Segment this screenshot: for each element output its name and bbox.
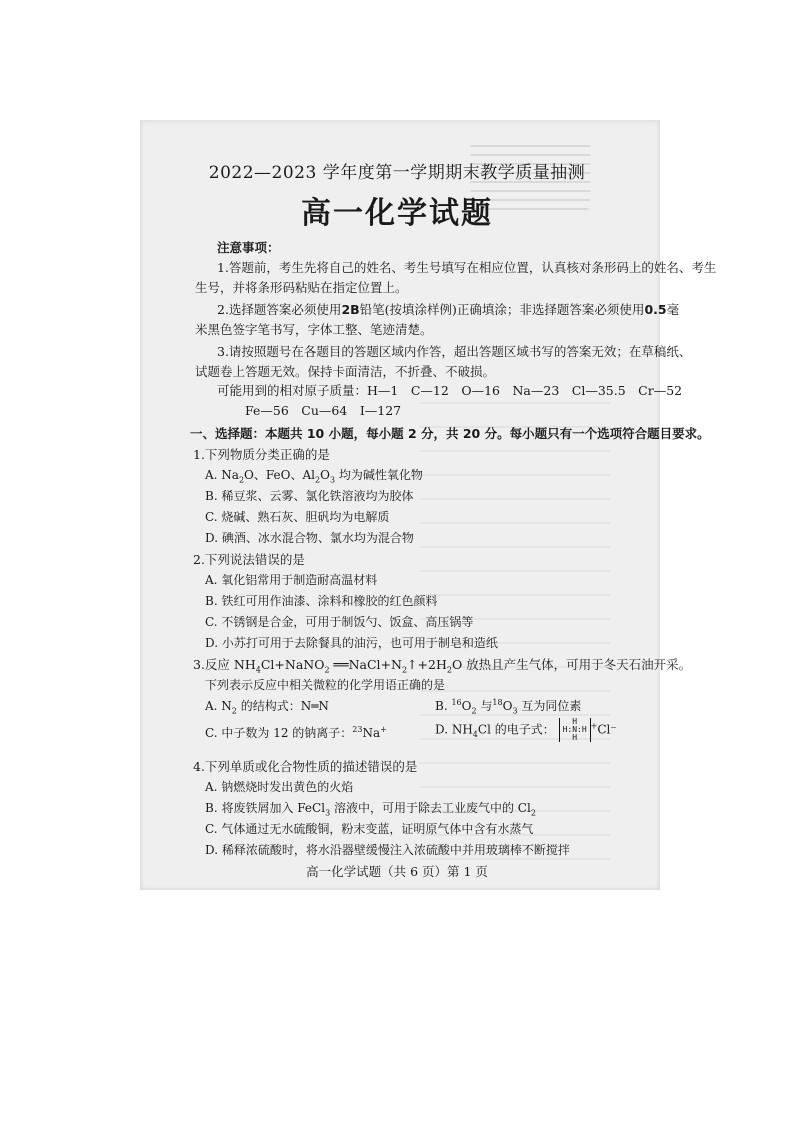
section-heading: 一、选择题：本题共 10 小题，每小题 2 分，共 20 分。每小题只有一个选项符合题目要求。 <box>190 426 710 441</box>
question-3-stem-line-2: 下列表示反应中相关微粒的化学用语正确的是 <box>205 678 446 692</box>
atomic-mass-line-2: Fe—56 Cu—64 I—127 <box>245 403 402 418</box>
question-3-option-b: B. $^{16}O_2$ 与$^{18}O_3$ 互为同位素 <box>435 698 582 716</box>
exam-title: 高一化学试题 <box>301 196 493 231</box>
notice-item-2-line-2: 米黑色签字笔书写，字体工整、笔迹清楚。 <box>195 322 433 337</box>
question-2-option-b: B. 铁红可用作油漆、涂料和橡胶的红色颜料 <box>205 594 438 608</box>
page-footer: 高一化学试题（共 6 页）第 1 页 <box>306 864 488 879</box>
atomic-mass-line-1: 可能用到的相对原子质量：H—1 C—12 O—16 Na—23 Cl—35.5 Cr—52 <box>217 383 683 398</box>
question-2-stem: 2.下列说法错误的是 <box>193 552 305 567</box>
exam-subtitle: 2022—2023 学年度第一学期期末教学质量抽测 <box>208 163 586 183</box>
question-4-stem: 4.下列单质或化合物性质的描述错误的是 <box>193 759 418 774</box>
electron-formula-box: H H:N:H H <box>559 718 591 742</box>
question-4-option-b: B. 将废铁屑加入 FeCl$_3$ 溶液中，可用于除去工业废气中的 $Cl_2$ <box>205 801 536 818</box>
question-1-option-b: B. 稀豆浆、云雾、氯化铁溶液均为胶体 <box>205 489 414 503</box>
question-4-option-a: A. 钠燃烧时发出黄色的火焰 <box>205 780 354 794</box>
notice-heading: 注意事项： <box>217 240 280 255</box>
question-4-option-c: C. 气体通过无水硫酸铜，粉末变蓝，证明原气体中含有水蒸气 <box>205 822 534 836</box>
question-1-stem: 1.下列物质分类正确的是 <box>193 447 330 462</box>
question-2-option-c: C. 不锈钢是合金，可用于制饭勺、饭盒、高压锅等 <box>205 615 474 629</box>
question-3-option-d: D. $NH_4Cl$ 的电子式： H H:N:H H+Cl⁻ <box>435 717 617 742</box>
question-2-option-d: D. 小苏打可用于去除餐具的油污，也可用于制皂和造纸 <box>205 636 498 650</box>
notice-item-3-line-1: 3.请按照题号在各题目的答题区域内作答，超出答题区域书写的答案无效；在草稿纸、 <box>217 344 692 359</box>
question-1-option-a: A. $Na_2O$、FeO、$Al_2O_3$ 均为碱性氧化物 <box>205 468 423 485</box>
question-2-option-a: A. 氧化铝常用于制造耐高温材料 <box>205 573 378 587</box>
question-1-option-c: C. 烧碱、熟石灰、胆矾均为电解质 <box>205 510 390 524</box>
notice-item-1-line-1: 1.答题前，考生先将自己的姓名、考生号填写在相应位置，认真核对条形码上的姓名、考生 <box>217 260 717 275</box>
question-3-option-c: C. 中子数为 12 的钠离子：$^{23}$Na+ <box>205 725 387 740</box>
notice-item-2-line-1: 2.选择题答案必须使用2B铅笔(按填涂样例)正确填涂；非选择题答案必须使用0.5毫 <box>217 302 680 317</box>
question-4-option-d: D. 稀释浓硫酸时，将水沿器壁缓慢注入浓硫酸中并用玻璃棒不断搅拌 <box>205 843 570 857</box>
question-3-option-a: A. $N_2$ 的结构式：N═N <box>205 699 329 716</box>
question-1-option-d: D. 碘酒、冰水混合物、氯水均为混合物 <box>205 531 414 545</box>
notice-item-3-line-2: 试题卷上答题无效。保持卡面清洁，不折叠、不破损。 <box>195 364 496 379</box>
question-3-stem: 3.反应 $NH_4Cl+NaNO_2$ $══NaCl+N_2↑+2H_2O$ 放热且产生气体，可用于冬天石油开采。 <box>193 657 692 675</box>
notice-item-1-line-2: 生号，并将条形码粘贴在指定位置上。 <box>195 280 408 295</box>
